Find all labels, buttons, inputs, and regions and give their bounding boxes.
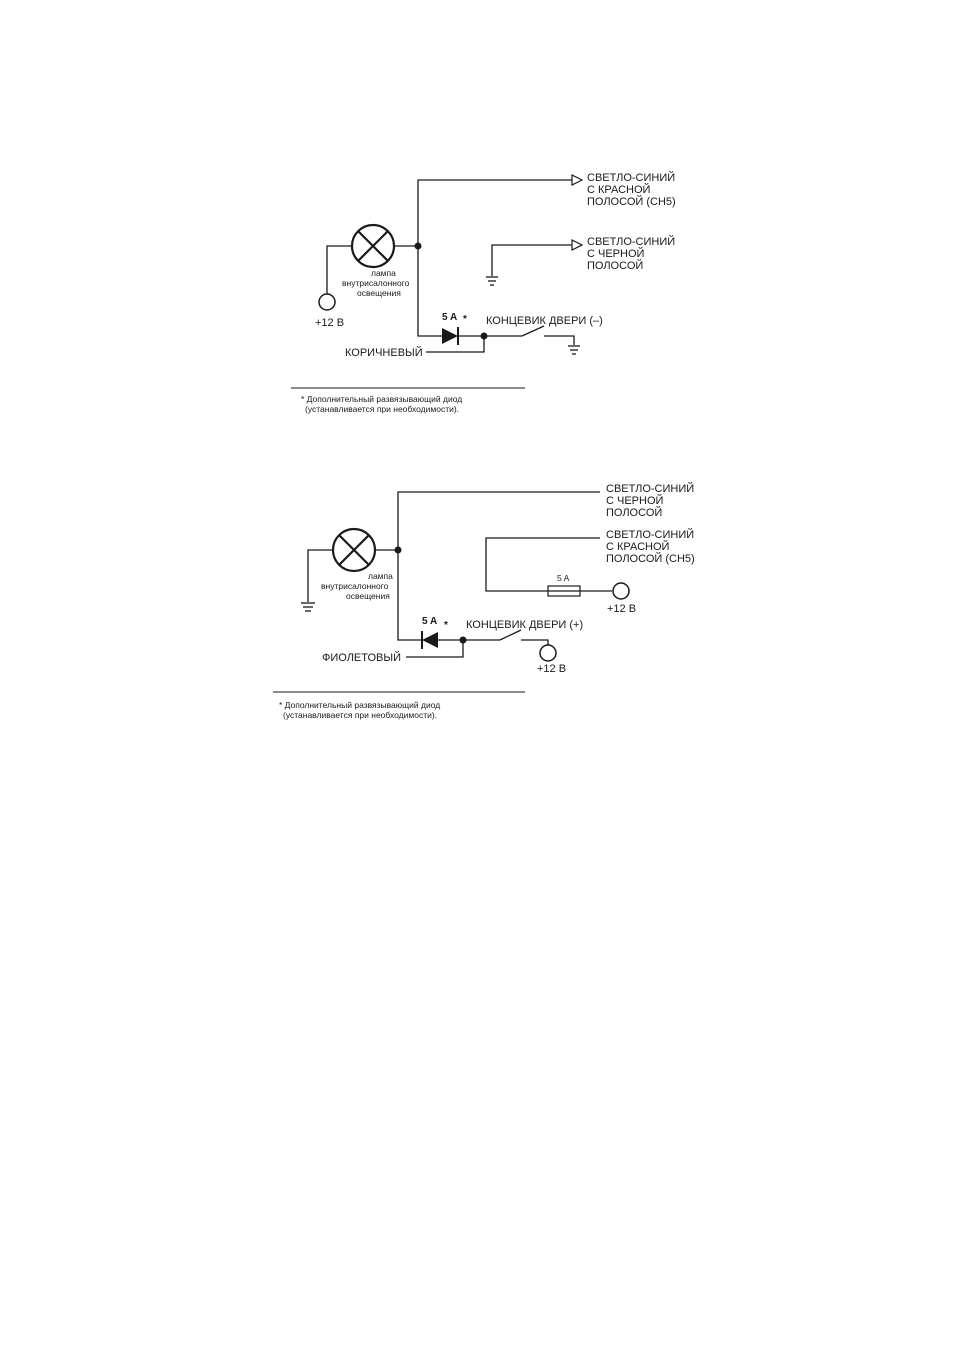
asterisk-mark: * bbox=[444, 620, 448, 631]
switch-icon bbox=[500, 630, 521, 640]
ground-icon bbox=[568, 346, 580, 354]
diagram-1 bbox=[291, 171, 676, 414]
terminal-icon bbox=[319, 294, 335, 310]
wire-switch-supply-2 bbox=[521, 640, 548, 645]
supply-label: +12 В bbox=[315, 317, 345, 329]
wire-top-1 bbox=[418, 180, 572, 246]
lamp-label-l2: внутрисалонного bbox=[321, 581, 389, 591]
wire-label-1b-l1: СВЕТЛО-СИНИЙ bbox=[587, 236, 676, 248]
diode-icon bbox=[442, 327, 458, 345]
connector-arrow-1b bbox=[572, 240, 582, 250]
wire-mid-1 bbox=[492, 245, 572, 276]
footnote-l2: (устанавливается при необходимости). bbox=[305, 404, 460, 414]
wire-label-2a-l3: ПОЛОСОЙ bbox=[606, 507, 663, 519]
ground-icon bbox=[486, 277, 498, 285]
wire-top-2 bbox=[398, 492, 600, 550]
switch-label: КОНЦЕВИК ДВЕРИ (–) bbox=[486, 315, 603, 327]
lamp-label-l2: внутрисалонного bbox=[342, 278, 410, 288]
footnote-l1: * Дополнительный развязывающий диод bbox=[301, 394, 463, 404]
diode-rating: 5 A bbox=[442, 312, 458, 323]
switch-icon bbox=[522, 326, 544, 336]
fuse-label: 5 A bbox=[557, 573, 570, 583]
wire-label-1a-l2: С КРАСНОЙ bbox=[587, 184, 651, 196]
wire-label-1b-l2: С ЧЕРНОЙ bbox=[587, 248, 645, 260]
wire-label-2b-l3: ПОЛОСОЙ (CH5) bbox=[606, 553, 695, 565]
lamp-label-l1: лампа bbox=[371, 268, 396, 278]
wire-bottom-label: КОРИЧНЕВЫЙ bbox=[345, 347, 423, 359]
terminal-icon bbox=[613, 583, 629, 599]
lamp-label-l3: освещения bbox=[346, 591, 390, 601]
lamp-label-l1: лампа bbox=[368, 571, 393, 581]
wire-bottom-label: ФИОЛЕТОВЫЙ bbox=[322, 652, 402, 664]
wire-label-1a-l3: ПОЛОСОЙ (CH5) bbox=[587, 196, 676, 208]
diode-rating: 5 A bbox=[422, 616, 438, 627]
asterisk-mark: * bbox=[463, 314, 467, 325]
switch-supply-label: +12 В bbox=[537, 663, 567, 675]
fuse-supply-label: +12 В bbox=[607, 603, 637, 615]
wire-label-2a-l1: СВЕТЛО-СИНИЙ bbox=[606, 483, 695, 495]
wire-switch-ground-1 bbox=[544, 336, 574, 345]
ground-icon bbox=[301, 603, 315, 611]
wire-to-diode-2 bbox=[398, 550, 422, 640]
lamp-icon bbox=[352, 225, 394, 267]
footnote-l2: (устанавливается при необходимости). bbox=[283, 710, 438, 720]
wire-mid-2 bbox=[486, 538, 600, 591]
lamp-icon bbox=[333, 529, 375, 571]
wire-to-diode-1 bbox=[418, 246, 442, 336]
wire-label-2b-l2: С КРАСНОЙ bbox=[606, 541, 670, 553]
wire-label-2a-l2: С ЧЕРНОЙ bbox=[606, 495, 664, 507]
wire-label-1b-l3: ПОЛОСОЙ bbox=[587, 260, 644, 272]
footnote-l1: * Дополнительный развязывающий диод bbox=[279, 700, 441, 710]
diagram-2 bbox=[273, 482, 695, 720]
lamp-label-l3: освещения bbox=[357, 288, 401, 298]
diode-icon bbox=[422, 631, 438, 649]
wire-label-1a-l1: СВЕТЛО-СИНИЙ bbox=[587, 172, 676, 184]
wire-lamp-left-2 bbox=[308, 550, 333, 602]
connector-arrow-1a bbox=[572, 175, 582, 185]
switch-label: КОНЦЕВИК ДВЕРИ (+) bbox=[466, 619, 584, 631]
terminal-icon bbox=[540, 645, 556, 661]
wire-bottom-1 bbox=[426, 336, 484, 352]
wire-label-2b-l1: СВЕТЛО-СИНИЙ bbox=[606, 529, 695, 541]
